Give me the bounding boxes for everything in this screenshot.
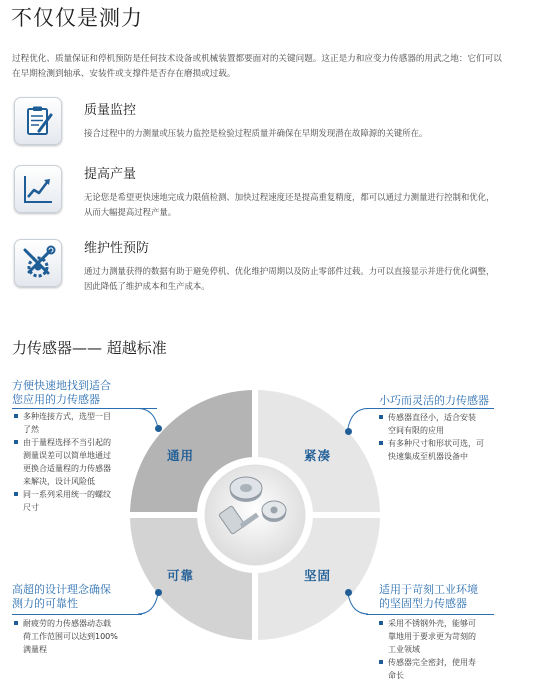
callout-heading: 高超的设计理念确保 测力的可靠性	[12, 583, 111, 610]
clipboard-check-icon	[14, 97, 62, 145]
callout-heading: 小巧而灵活的力传感器	[379, 394, 489, 407]
sensor-image-2	[262, 501, 286, 522]
bullet-item: 由于量程选择不当引起的 测量误差可以简单地通过 更换合适量程的力传感器 来解决，设计风险低	[14, 436, 129, 488]
rising-chart-icon	[14, 165, 62, 213]
bullet-item: 传感器直径小，适合安装 空间有限的应用	[379, 411, 499, 437]
connector-line	[366, 614, 494, 615]
section-title: 力传感器—— 超越标准	[12, 339, 167, 357]
callout-bullets-bottom-right	[379, 617, 499, 682]
sensor-image-1	[230, 477, 262, 502]
callout-bullets-top-left	[14, 410, 129, 514]
feature-title-quality: 质量监控	[84, 103, 137, 118]
callout-heading: 适用于苛刻工业环境 的坚固型力传感器	[379, 583, 478, 610]
feature-title-output: 提高产量	[84, 167, 137, 182]
quadrant-label-reliable: 可靠	[167, 568, 195, 583]
quadrant-label-robust: 坚固	[304, 568, 332, 583]
bullet-item: 同一系列采用统一的螺纹 尺寸	[14, 488, 129, 514]
feature-title-maintenance: 维护性预防	[84, 241, 150, 256]
intro-paragraph: 过程优化、质量保证和停机预防是任何技术设备或机械装置都要面对的关键问题。这正是力和应变力传感器的用武之地：它们可以在早期检测到轴承、安装件或支撑件是否存在磨损或过载。	[12, 54, 502, 79]
page-title: 不仅仅是测力	[11, 6, 143, 30]
callout-top-right	[379, 394, 529, 408]
connector-dot	[345, 428, 352, 435]
callout-bottom-left	[12, 583, 137, 611]
connector-dot	[345, 589, 352, 596]
feature-text-quality: 接合过程中的力测量或压装力监控是检验过程质量并确保在早期发现潜在故障源的关键所在。	[84, 128, 428, 138]
bullet-item: 有多种尺寸和形状可选，可 快速集成至机器设备中	[379, 437, 499, 463]
connector-line	[12, 614, 142, 615]
feature-text-output: 无论您是希望更快速地完成力限值检测、加快过程速度还是提高重复精度，都可以通过力测量进行控制和优化，从而大幅提高过程产量。	[84, 192, 495, 217]
connector-curve	[136, 404, 166, 434]
quadrant-label-universal: 通用	[167, 448, 195, 463]
quadrant-label-compact: 紧凑	[304, 448, 332, 463]
callout-top-left	[12, 379, 137, 407]
bullet-item: 耐疲劳的力传感器动态载 荷工作范围可以达到100% 满量程	[14, 617, 134, 656]
callout-bottom-right	[379, 583, 529, 611]
callout-heading: 方便快速地找到适合 您应用的力传感器	[12, 379, 111, 406]
bullet-item: 多种连接方式，选型一目 了然	[14, 410, 129, 436]
callout-bullets-bottom-left	[14, 617, 134, 656]
connector-dot	[155, 589, 162, 596]
callout-bullets-top-right	[379, 411, 499, 463]
connector-line	[366, 408, 494, 409]
bullet-item: 采用不锈钢外壳，能够可 靠地用于要求更为苛刻的 工业领域	[379, 617, 499, 656]
feature-text-maintenance: 通过力测量获得的数据有助于避免停机、优化维护周期以及防止零部件过载。力可以直接显示并进行优化调整，因此降低了维护成本和生产成本。	[84, 266, 495, 291]
bullet-item: 传感器完全密封，使用寿 命长	[379, 656, 499, 682]
wrench-screwdriver-icon	[14, 239, 62, 287]
